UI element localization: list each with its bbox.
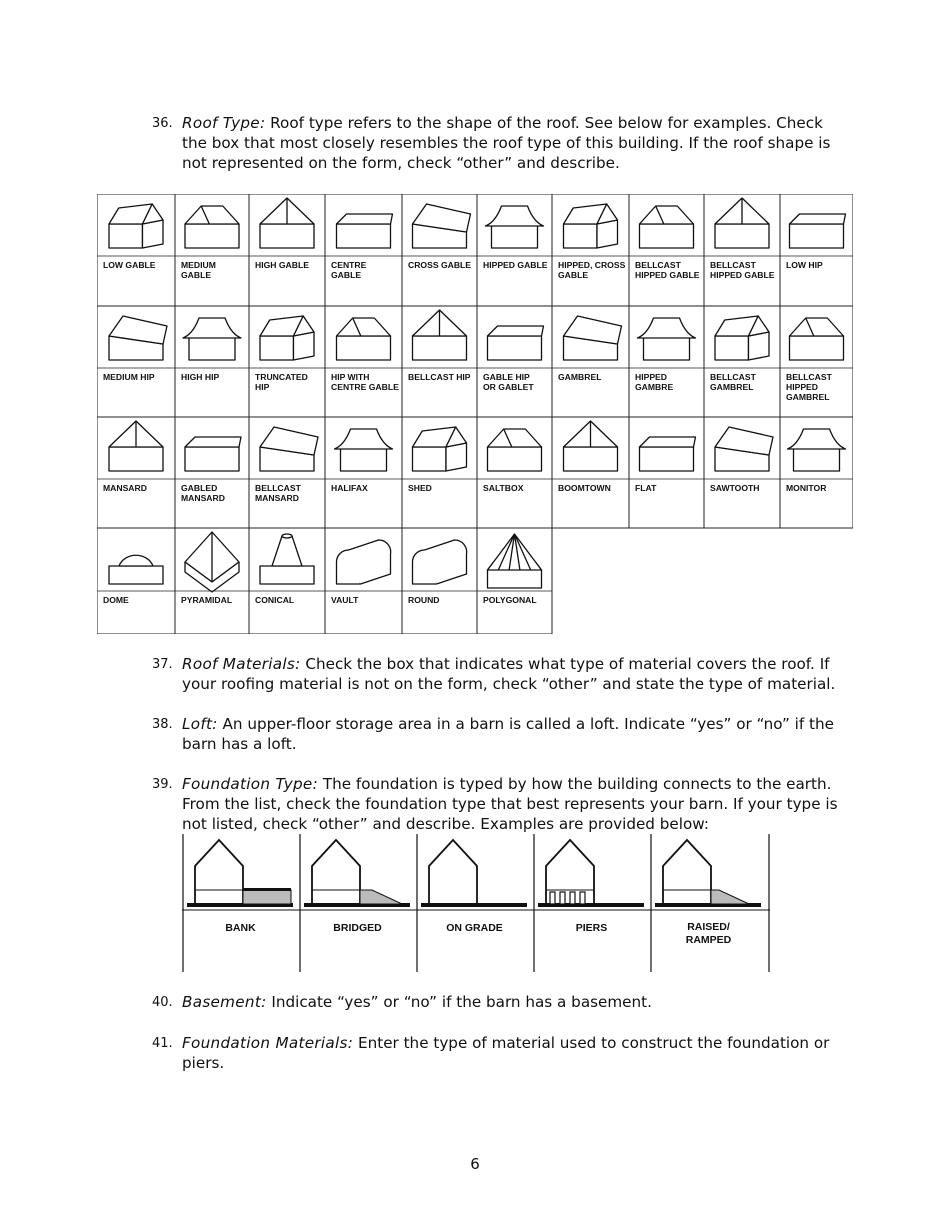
roof-type-label: PYRAMIDAL [181, 595, 233, 605]
roof-type-label: HALIFAX [331, 483, 368, 493]
item-term: Foundation Materials: [182, 1034, 354, 1052]
foundation-type-cell [183, 834, 293, 972]
roof-icon [185, 437, 241, 471]
item-text: An upper-floor storage area in a barn is called a loft. Indicate “yes” or “no” if the barn has a loft. [182, 715, 834, 753]
roof-type-label: HIPPED GABLE [483, 260, 548, 270]
item-number: 40. [152, 995, 173, 1010]
roof-icon [640, 437, 696, 471]
item-text: Roof type refers to the shape of the roof. See below for examples. Check the box that most closely resembles the roof type of this building. If the roof shape is not represented on the form, check “other” and describe. [182, 114, 831, 172]
foundation-type-diagram [182, 834, 770, 972]
roof-type-label: LOW HIP [786, 260, 823, 270]
roof-type-label: HIP WITH CENTRE GABLE [331, 372, 399, 392]
page-number: 6 [470, 1155, 480, 1173]
roof-type-label: HIGH GABLE [255, 260, 309, 270]
foundation-type-cell [651, 834, 761, 972]
item-term: Foundation Type: [182, 775, 318, 793]
roof-icon [413, 427, 467, 471]
roof-type-label: MANSARD [103, 483, 147, 493]
roof-type-label: BELLCAST GAMBREL [710, 372, 756, 392]
foundation-icon [538, 840, 644, 907]
roof-type-label: BELLCAST HIP [408, 372, 471, 382]
roof-icon [715, 316, 769, 360]
roof-type-label: HIGH HIP [181, 372, 220, 382]
roof-type-label: SHED [408, 483, 432, 493]
roof-type-label: BELLCAST MANSARD [255, 483, 301, 503]
foundation-type-label: RAISED/ RAMPED [685, 921, 732, 946]
roof-icon [790, 214, 846, 248]
roof-type-label: CROSS GABLE [408, 260, 472, 270]
item-41 [152, 1033, 842, 1073]
roof-type-label: BELLCAST HIPPED GAMBREL [786, 372, 832, 402]
item-number: 38. [152, 717, 173, 732]
roof-type-label: BELLCAST HIPPED GABLE [635, 260, 700, 280]
roof-icon [260, 316, 314, 360]
item-39 [152, 774, 842, 834]
roof-type-label: BOOMTOWN [558, 483, 611, 493]
roof-type-label: POLYGONAL [483, 595, 537, 605]
roof-type-label: BELLCAST HIPPED GABLE [710, 260, 775, 280]
item-number: 41. [152, 1036, 173, 1051]
foundation-icon [304, 840, 410, 907]
foundation-type-label: BANK [225, 922, 256, 934]
foundation-icon [655, 840, 761, 907]
item-term: Loft: [182, 715, 218, 733]
item-number: 39. [152, 777, 173, 792]
roof-type-label: MEDIUM GABLE [181, 260, 216, 280]
roof-type-label: ROUND [408, 595, 440, 605]
roof-type-label: TRUNCATED HIP [255, 372, 308, 392]
item-text: Indicate “yes” or “no” if the barn has a basement. [266, 993, 652, 1011]
item-term: Roof Materials: [182, 655, 301, 673]
item-38 [152, 714, 842, 754]
roof-icon [109, 204, 163, 248]
foundation-type-label: PIERS [575, 922, 608, 934]
item-number: 37. [152, 657, 173, 672]
item-37 [152, 654, 842, 694]
item-term: Basement: [182, 993, 267, 1011]
roof-type-label: SALTBOX [483, 483, 524, 493]
foundation-type-cell [300, 834, 410, 972]
roof-type-label: CONICAL [255, 595, 295, 605]
foundation-type-label: ON GRADE [446, 922, 503, 934]
roof-icon [564, 204, 618, 248]
roof-type-label: CENTRE GABLE [331, 260, 367, 280]
item-number: 36. [152, 116, 173, 131]
item-text: Enter the type of material used to construct the foundation or piers. [182, 1034, 830, 1072]
roof-type-label: FLAT [635, 483, 657, 493]
roof-type-label: HIPPED GAMBRE [635, 372, 674, 392]
roof-type-label: LOW GABLE [103, 260, 156, 270]
roof-icon [337, 214, 393, 248]
item-term: Roof Type: [182, 114, 266, 132]
roof-type-label: HIPPED, CROSS GABLE [558, 260, 626, 280]
roof-type-label: GABLED MANSARD [181, 483, 225, 503]
roof-type-label: GAMBREL [558, 372, 602, 382]
foundation-type-cell [417, 834, 527, 972]
roof-type-label: SAWTOOTH [710, 483, 760, 493]
foundation-icon [421, 840, 527, 907]
roof-icon [488, 326, 544, 360]
foundation-type-cell [534, 834, 644, 972]
item-40 [152, 992, 842, 1012]
foundation-type-label: BRIDGED [333, 922, 382, 934]
roof-type-diagram [97, 194, 853, 634]
item-text: The foundation is typed by how the building connects to the earth. From the list, check the foundation type that best represents your barn. If your type is not listed, check “other” and describe. Examples are provided below: [182, 775, 838, 833]
roof-type-label: VAULT [331, 595, 359, 605]
item-text: Check the box that indicates what type of material covers the roof. If your roofing material is not on the form, check “other” and state the type of material. [182, 655, 836, 693]
roof-type-label: GABLE HIP OR GABLET [483, 372, 534, 392]
foundation-icon [187, 840, 293, 907]
roof-type-label: MONITOR [786, 483, 827, 493]
roof-type-label: DOME [103, 595, 129, 605]
roof-type-label: MEDIUM HIP [103, 372, 155, 382]
item-36 [152, 113, 842, 173]
